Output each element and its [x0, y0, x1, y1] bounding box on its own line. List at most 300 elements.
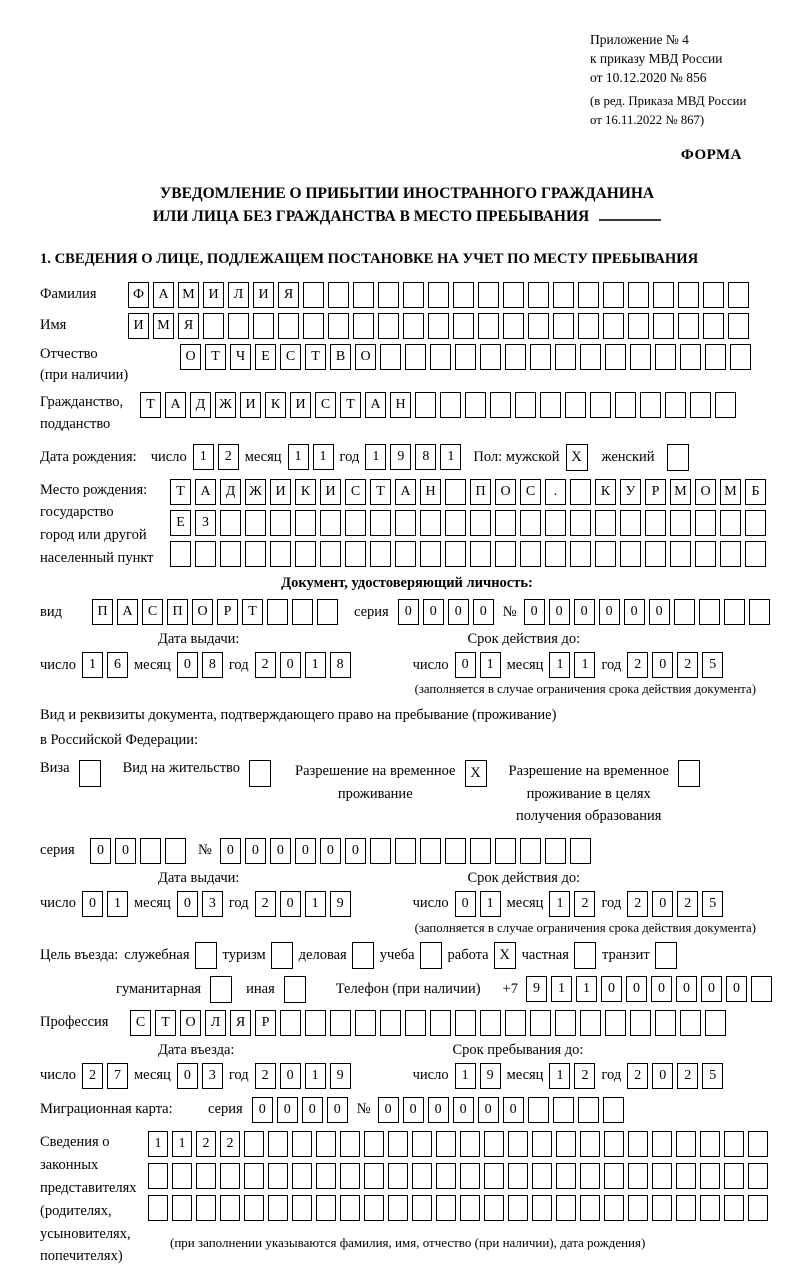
- char-cell[interactable]: Т: [140, 392, 161, 418]
- char-cell[interactable]: [655, 344, 676, 370]
- char-cell[interactable]: [532, 1131, 552, 1157]
- char-cell[interactable]: 0: [455, 891, 476, 917]
- char-cell[interactable]: [428, 282, 449, 308]
- char-cell[interactable]: [484, 1195, 504, 1221]
- char-cell[interactable]: [670, 541, 691, 567]
- char-cell[interactable]: 0: [651, 976, 672, 1002]
- char-cell[interactable]: [292, 1195, 312, 1221]
- char-cell[interactable]: 3: [202, 1063, 223, 1089]
- char-cell[interactable]: [295, 510, 316, 536]
- char-cell[interactable]: [508, 1195, 528, 1221]
- char-cell[interactable]: [268, 1131, 288, 1157]
- char-cell[interactable]: [640, 392, 661, 418]
- char-cell[interactable]: [378, 282, 399, 308]
- char-cell[interactable]: [465, 392, 486, 418]
- char-cell[interactable]: [751, 976, 772, 1002]
- char-cell[interactable]: [412, 1131, 432, 1157]
- char-cell[interactable]: [556, 1131, 576, 1157]
- char-cell[interactable]: [615, 392, 636, 418]
- char-cell[interactable]: [420, 838, 441, 864]
- char-cell[interactable]: [303, 313, 324, 339]
- char-cell[interactable]: А: [195, 479, 216, 505]
- char-cell[interactable]: 0: [423, 599, 444, 625]
- char-cell[interactable]: А: [165, 392, 186, 418]
- char-cell[interactable]: 2: [574, 891, 595, 917]
- char-cell[interactable]: 1: [549, 652, 570, 678]
- char-cell[interactable]: 1: [305, 652, 326, 678]
- char-cell[interactable]: [440, 392, 461, 418]
- char-cell[interactable]: [453, 282, 474, 308]
- char-cell[interactable]: А: [117, 599, 138, 625]
- residence-permit-checkbox[interactable]: [249, 760, 271, 787]
- char-cell[interactable]: 2: [82, 1063, 103, 1089]
- char-cell[interactable]: [470, 541, 491, 567]
- char-cell[interactable]: 5: [702, 1063, 723, 1089]
- char-cell[interactable]: [292, 1131, 312, 1157]
- char-cell[interactable]: [555, 1010, 576, 1036]
- char-cell[interactable]: [228, 313, 249, 339]
- char-cell[interactable]: Я: [278, 282, 299, 308]
- char-cell[interactable]: [495, 838, 516, 864]
- char-cell[interactable]: [415, 392, 436, 418]
- char-cell[interactable]: [395, 838, 416, 864]
- char-cell[interactable]: З: [195, 510, 216, 536]
- char-cell[interactable]: 0: [473, 599, 494, 625]
- char-cell[interactable]: [556, 1195, 576, 1221]
- char-cell[interactable]: 1: [107, 891, 128, 917]
- char-cell[interactable]: [705, 344, 726, 370]
- char-cell[interactable]: [445, 838, 466, 864]
- char-cell[interactable]: [436, 1163, 456, 1189]
- char-cell[interactable]: 2: [574, 1063, 595, 1089]
- char-cell[interactable]: И: [290, 392, 311, 418]
- char-cell[interactable]: [528, 1097, 549, 1123]
- char-cell[interactable]: [695, 510, 716, 536]
- char-cell[interactable]: [570, 541, 591, 567]
- char-cell[interactable]: 9: [330, 1063, 351, 1089]
- char-cell[interactable]: [470, 838, 491, 864]
- char-cell[interactable]: 0: [115, 838, 136, 864]
- char-cell[interactable]: [676, 1131, 696, 1157]
- char-cell[interactable]: Ж: [215, 392, 236, 418]
- char-cell[interactable]: С: [315, 392, 336, 418]
- char-cell[interactable]: [515, 392, 536, 418]
- char-cell[interactable]: [724, 599, 745, 625]
- char-cell[interactable]: 0: [270, 838, 291, 864]
- char-cell[interactable]: [748, 1195, 768, 1221]
- char-cell[interactable]: [674, 599, 695, 625]
- char-cell[interactable]: К: [595, 479, 616, 505]
- char-cell[interactable]: [570, 510, 591, 536]
- char-cell[interactable]: [528, 282, 549, 308]
- char-cell[interactable]: [280, 1010, 301, 1036]
- char-cell[interactable]: 0: [601, 976, 622, 1002]
- char-cell[interactable]: Р: [255, 1010, 276, 1036]
- char-cell[interactable]: М: [670, 479, 691, 505]
- char-cell[interactable]: [532, 1163, 552, 1189]
- char-cell[interactable]: [720, 510, 741, 536]
- char-cell[interactable]: [268, 1163, 288, 1189]
- purpose-official-checkbox[interactable]: [195, 942, 217, 969]
- char-cell[interactable]: 0: [220, 838, 241, 864]
- char-cell[interactable]: И: [270, 479, 291, 505]
- char-cell[interactable]: Е: [255, 344, 276, 370]
- char-cell[interactable]: [553, 313, 574, 339]
- char-cell[interactable]: [436, 1195, 456, 1221]
- char-cell[interactable]: [220, 1195, 240, 1221]
- char-cell[interactable]: М: [153, 313, 174, 339]
- char-cell[interactable]: [580, 1195, 600, 1221]
- char-cell[interactable]: М: [178, 282, 199, 308]
- char-cell[interactable]: [172, 1195, 192, 1221]
- char-cell[interactable]: 0: [177, 652, 198, 678]
- char-cell[interactable]: 1: [172, 1131, 192, 1157]
- char-cell[interactable]: [620, 510, 641, 536]
- char-cell[interactable]: 2: [255, 891, 276, 917]
- female-checkbox[interactable]: [667, 444, 689, 471]
- form-number-blank[interactable]: [599, 205, 661, 221]
- char-cell[interactable]: К: [265, 392, 286, 418]
- char-cell[interactable]: 2: [677, 1063, 698, 1089]
- char-cell[interactable]: [455, 1010, 476, 1036]
- char-cell[interactable]: [364, 1163, 384, 1189]
- char-cell[interactable]: И: [253, 282, 274, 308]
- char-cell[interactable]: С: [130, 1010, 151, 1036]
- char-cell[interactable]: 0: [403, 1097, 424, 1123]
- char-cell[interactable]: 0: [478, 1097, 499, 1123]
- char-cell[interactable]: [595, 510, 616, 536]
- char-cell[interactable]: [478, 313, 499, 339]
- char-cell[interactable]: [545, 838, 566, 864]
- char-cell[interactable]: 0: [455, 652, 476, 678]
- char-cell[interactable]: [165, 838, 186, 864]
- char-cell[interactable]: [703, 282, 724, 308]
- char-cell[interactable]: 0: [676, 976, 697, 1002]
- char-cell[interactable]: [520, 541, 541, 567]
- char-cell[interactable]: 1: [313, 444, 334, 470]
- char-cell[interactable]: Т: [305, 344, 326, 370]
- char-cell[interactable]: 2: [220, 1131, 240, 1157]
- char-cell[interactable]: [445, 541, 466, 567]
- char-cell[interactable]: [745, 510, 766, 536]
- char-cell[interactable]: [253, 313, 274, 339]
- char-cell[interactable]: 0: [701, 976, 722, 1002]
- char-cell[interactable]: 1: [549, 1063, 570, 1089]
- char-cell[interactable]: С: [345, 479, 366, 505]
- char-cell[interactable]: [388, 1195, 408, 1221]
- char-cell[interactable]: [749, 599, 770, 625]
- char-cell[interactable]: [580, 344, 601, 370]
- char-cell[interactable]: [453, 313, 474, 339]
- char-cell[interactable]: 9: [480, 1063, 501, 1089]
- char-cell[interactable]: [203, 313, 224, 339]
- char-cell[interactable]: [316, 1195, 336, 1221]
- char-cell[interactable]: 0: [626, 976, 647, 1002]
- char-cell[interactable]: 2: [627, 1063, 648, 1089]
- char-cell[interactable]: [578, 1097, 599, 1123]
- char-cell[interactable]: 0: [649, 599, 670, 625]
- char-cell[interactable]: [645, 541, 666, 567]
- char-cell[interactable]: [556, 1163, 576, 1189]
- purpose-private-checkbox[interactable]: [574, 942, 596, 969]
- char-cell[interactable]: И: [240, 392, 261, 418]
- char-cell[interactable]: [220, 541, 241, 567]
- male-checkbox[interactable]: X: [566, 444, 588, 471]
- char-cell[interactable]: [316, 1131, 336, 1157]
- char-cell[interactable]: 2: [218, 444, 239, 470]
- char-cell[interactable]: Я: [178, 313, 199, 339]
- char-cell[interactable]: [292, 1163, 312, 1189]
- char-cell[interactable]: [364, 1195, 384, 1221]
- char-cell[interactable]: [330, 1010, 351, 1036]
- char-cell[interactable]: [690, 392, 711, 418]
- char-cell[interactable]: [676, 1163, 696, 1189]
- char-cell[interactable]: 1: [551, 976, 572, 1002]
- char-cell[interactable]: Н: [390, 392, 411, 418]
- char-cell[interactable]: [268, 1195, 288, 1221]
- char-cell[interactable]: [652, 1195, 672, 1221]
- char-cell[interactable]: П: [92, 599, 113, 625]
- char-cell[interactable]: 0: [245, 838, 266, 864]
- visa-checkbox[interactable]: [79, 760, 101, 787]
- char-cell[interactable]: [305, 1010, 326, 1036]
- char-cell[interactable]: [678, 313, 699, 339]
- char-cell[interactable]: А: [153, 282, 174, 308]
- char-cell[interactable]: 1: [82, 652, 103, 678]
- char-cell[interactable]: 8: [415, 444, 436, 470]
- char-cell[interactable]: В: [330, 344, 351, 370]
- char-cell[interactable]: [540, 392, 561, 418]
- char-cell[interactable]: [605, 1010, 626, 1036]
- char-cell[interactable]: [355, 1010, 376, 1036]
- char-cell[interactable]: [430, 1010, 451, 1036]
- char-cell[interactable]: [578, 282, 599, 308]
- char-cell[interactable]: Т: [370, 479, 391, 505]
- char-cell[interactable]: О: [495, 479, 516, 505]
- char-cell[interactable]: [380, 344, 401, 370]
- char-cell[interactable]: Д: [190, 392, 211, 418]
- char-cell[interactable]: К: [295, 479, 316, 505]
- char-cell[interactable]: [340, 1163, 360, 1189]
- char-cell[interactable]: [245, 541, 266, 567]
- char-cell[interactable]: [508, 1131, 528, 1157]
- char-cell[interactable]: И: [320, 479, 341, 505]
- char-cell[interactable]: [495, 541, 516, 567]
- char-cell[interactable]: 0: [295, 838, 316, 864]
- char-cell[interactable]: 0: [599, 599, 620, 625]
- char-cell[interactable]: 9: [330, 891, 351, 917]
- char-cell[interactable]: [532, 1195, 552, 1221]
- char-cell[interactable]: [545, 510, 566, 536]
- char-cell[interactable]: [603, 313, 624, 339]
- char-cell[interactable]: 1: [480, 652, 501, 678]
- char-cell[interactable]: Л: [228, 282, 249, 308]
- char-cell[interactable]: Ч: [230, 344, 251, 370]
- char-cell[interactable]: [320, 510, 341, 536]
- char-cell[interactable]: [364, 1131, 384, 1157]
- char-cell[interactable]: [412, 1163, 432, 1189]
- char-cell[interactable]: 0: [280, 652, 301, 678]
- char-cell[interactable]: С: [520, 479, 541, 505]
- char-cell[interactable]: [470, 510, 491, 536]
- char-cell[interactable]: [553, 282, 574, 308]
- char-cell[interactable]: [403, 313, 424, 339]
- char-cell[interactable]: [724, 1131, 744, 1157]
- char-cell[interactable]: Р: [217, 599, 238, 625]
- char-cell[interactable]: П: [470, 479, 491, 505]
- char-cell[interactable]: 0: [252, 1097, 273, 1123]
- char-cell[interactable]: 0: [652, 891, 673, 917]
- char-cell[interactable]: [245, 510, 266, 536]
- char-cell[interactable]: Р: [645, 479, 666, 505]
- char-cell[interactable]: [484, 1131, 504, 1157]
- char-cell[interactable]: [590, 392, 611, 418]
- char-cell[interactable]: 0: [280, 1063, 301, 1089]
- char-cell[interactable]: [724, 1163, 744, 1189]
- char-cell[interactable]: [340, 1131, 360, 1157]
- char-cell[interactable]: [628, 1131, 648, 1157]
- char-cell[interactable]: [220, 510, 241, 536]
- char-cell[interactable]: Т: [242, 599, 263, 625]
- char-cell[interactable]: 1: [365, 444, 386, 470]
- purpose-transit-checkbox[interactable]: [655, 942, 677, 969]
- char-cell[interactable]: [503, 313, 524, 339]
- char-cell[interactable]: 1: [148, 1131, 168, 1157]
- char-cell[interactable]: [196, 1195, 216, 1221]
- char-cell[interactable]: 0: [549, 599, 570, 625]
- char-cell[interactable]: .: [545, 479, 566, 505]
- char-cell[interactable]: [630, 1010, 651, 1036]
- char-cell[interactable]: [405, 344, 426, 370]
- char-cell[interactable]: [678, 282, 699, 308]
- char-cell[interactable]: [578, 313, 599, 339]
- char-cell[interactable]: [628, 1195, 648, 1221]
- char-cell[interactable]: [340, 1195, 360, 1221]
- char-cell[interactable]: 0: [448, 599, 469, 625]
- temp-residence-checkbox[interactable]: X: [465, 760, 487, 787]
- char-cell[interactable]: [380, 1010, 401, 1036]
- char-cell[interactable]: [328, 313, 349, 339]
- char-cell[interactable]: 7: [107, 1063, 128, 1089]
- char-cell[interactable]: [653, 282, 674, 308]
- char-cell[interactable]: 5: [702, 652, 723, 678]
- char-cell[interactable]: [630, 344, 651, 370]
- char-cell[interactable]: А: [365, 392, 386, 418]
- char-cell[interactable]: [604, 1163, 624, 1189]
- char-cell[interactable]: [700, 1195, 720, 1221]
- char-cell[interactable]: [605, 344, 626, 370]
- char-cell[interactable]: [580, 1010, 601, 1036]
- char-cell[interactable]: [148, 1195, 168, 1221]
- char-cell[interactable]: 0: [726, 976, 747, 1002]
- char-cell[interactable]: [345, 510, 366, 536]
- char-cell[interactable]: [395, 541, 416, 567]
- char-cell[interactable]: [748, 1131, 768, 1157]
- char-cell[interactable]: [328, 282, 349, 308]
- char-cell[interactable]: [480, 1010, 501, 1036]
- char-cell[interactable]: [244, 1163, 264, 1189]
- char-cell[interactable]: [420, 510, 441, 536]
- char-cell[interactable]: [405, 1010, 426, 1036]
- char-cell[interactable]: Н: [420, 479, 441, 505]
- char-cell[interactable]: [530, 344, 551, 370]
- char-cell[interactable]: У: [620, 479, 641, 505]
- char-cell[interactable]: [603, 1097, 624, 1123]
- char-cell[interactable]: Е: [170, 510, 191, 536]
- purpose-business-checkbox[interactable]: [352, 942, 374, 969]
- char-cell[interactable]: [528, 313, 549, 339]
- char-cell[interactable]: [628, 313, 649, 339]
- char-cell[interactable]: [460, 1195, 480, 1221]
- char-cell[interactable]: 0: [378, 1097, 399, 1123]
- char-cell[interactable]: [370, 541, 391, 567]
- char-cell[interactable]: Ж: [245, 479, 266, 505]
- char-cell[interactable]: [555, 344, 576, 370]
- char-cell[interactable]: [703, 313, 724, 339]
- char-cell[interactable]: 9: [526, 976, 547, 1002]
- char-cell[interactable]: 1: [549, 891, 570, 917]
- char-cell[interactable]: 8: [202, 652, 223, 678]
- char-cell[interactable]: [278, 313, 299, 339]
- char-cell[interactable]: [455, 344, 476, 370]
- char-cell[interactable]: 2: [627, 652, 648, 678]
- char-cell[interactable]: Л: [205, 1010, 226, 1036]
- char-cell[interactable]: 2: [677, 891, 698, 917]
- char-cell[interactable]: 0: [327, 1097, 348, 1123]
- char-cell[interactable]: [603, 282, 624, 308]
- char-cell[interactable]: О: [192, 599, 213, 625]
- char-cell[interactable]: [700, 1131, 720, 1157]
- char-cell[interactable]: 1: [288, 444, 309, 470]
- char-cell[interactable]: 2: [627, 891, 648, 917]
- char-cell[interactable]: [460, 1131, 480, 1157]
- char-cell[interactable]: [508, 1163, 528, 1189]
- char-cell[interactable]: 0: [177, 891, 198, 917]
- char-cell[interactable]: [699, 599, 720, 625]
- char-cell[interactable]: [715, 392, 736, 418]
- char-cell[interactable]: 1: [305, 1063, 326, 1089]
- char-cell[interactable]: Т: [155, 1010, 176, 1036]
- char-cell[interactable]: [628, 1163, 648, 1189]
- char-cell[interactable]: 0: [524, 599, 545, 625]
- char-cell[interactable]: Д: [220, 479, 241, 505]
- char-cell[interactable]: 0: [302, 1097, 323, 1123]
- char-cell[interactable]: 0: [82, 891, 103, 917]
- char-cell[interactable]: [700, 1163, 720, 1189]
- char-cell[interactable]: О: [695, 479, 716, 505]
- char-cell[interactable]: [316, 1163, 336, 1189]
- char-cell[interactable]: [680, 1010, 701, 1036]
- char-cell[interactable]: [370, 510, 391, 536]
- char-cell[interactable]: 0: [652, 652, 673, 678]
- char-cell[interactable]: 1: [455, 1063, 476, 1089]
- char-cell[interactable]: О: [180, 344, 201, 370]
- char-cell[interactable]: 0: [574, 599, 595, 625]
- char-cell[interactable]: [195, 541, 216, 567]
- char-cell[interactable]: [720, 541, 741, 567]
- char-cell[interactable]: [665, 392, 686, 418]
- char-cell[interactable]: [270, 510, 291, 536]
- char-cell[interactable]: [345, 541, 366, 567]
- char-cell[interactable]: О: [355, 344, 376, 370]
- char-cell[interactable]: [320, 541, 341, 567]
- char-cell[interactable]: [484, 1163, 504, 1189]
- char-cell[interactable]: 1: [576, 976, 597, 1002]
- char-cell[interactable]: О: [180, 1010, 201, 1036]
- char-cell[interactable]: [728, 282, 749, 308]
- char-cell[interactable]: [478, 282, 499, 308]
- char-cell[interactable]: [430, 344, 451, 370]
